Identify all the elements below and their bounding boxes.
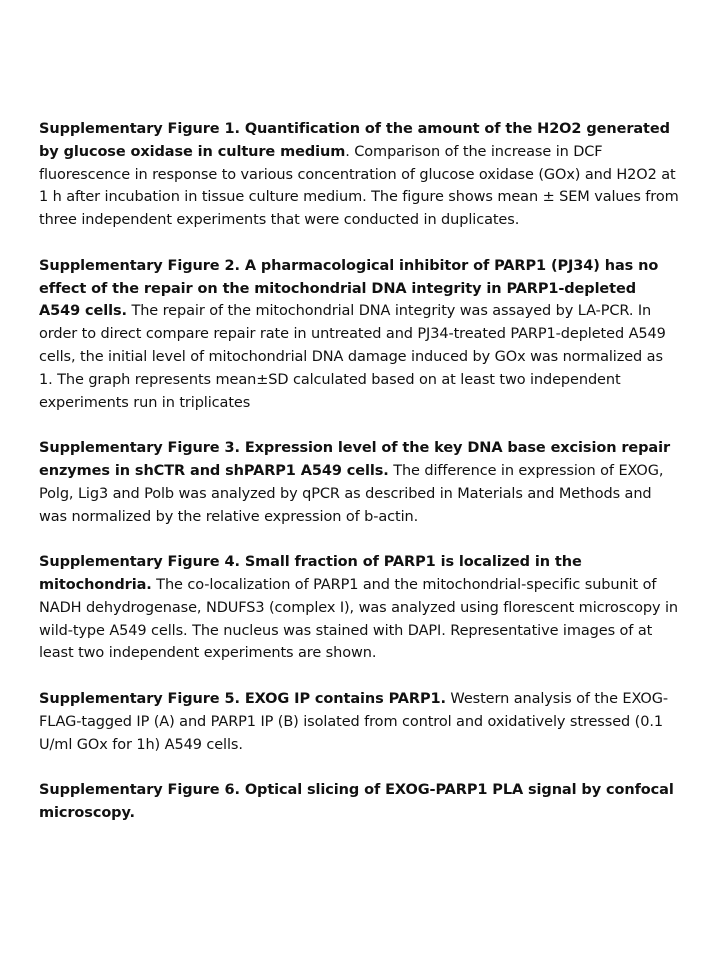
figure-legend-title: Supplementary Figure 4. Small fraction of PARP1 is localized in the mitochondria. xyxy=(39,554,582,593)
figure-legend-body: . Comparison of the increase in DCF fluorescence in response to various concentration of glucose oxidase (GOx) and H2O2 at 1 h after incubation in tissue culture medium. The figure shows mean ± SEM values from three independent experiments that were conducted in duplicates. xyxy=(39,143,679,229)
figure-legend-body: The difference in expression of EXOG, Polg, Lig3 and Polb was analyzed by qPCR as described in Materials and Methods and was normalized by the relative expression of b-actin. xyxy=(39,462,664,525)
figure-legend-body: The co-localization of PARP1 and the mitochondrial-specific subunit of NADH dehydrogenase, NDUFS3 (complex I), was analyzed using florescent microscopy in wild-type A549 cells. The nucleus was stained with DAPI. Representative images of at least two independent experiments are shown. xyxy=(39,576,679,662)
figure-legend-5 xyxy=(39,688,679,756)
figure-legend-title: Supplementary Figure 3. Expression level of the key DNA base excision repair enzymes in shCTR and shPARP1 A549 cells. xyxy=(39,440,671,479)
figure-legend-title: Supplementary Figure 1. Quantification of the amount of the H2O2 generated by glucose oxidase in culture medium xyxy=(39,121,670,160)
figure-legend-title: Supplementary Figure 5. EXOG IP contains PARP1. xyxy=(39,690,446,707)
figure-legend-3 xyxy=(39,437,679,528)
figure-legend-title: Supplementary Figure 2. A pharmacological inhibitor of PARP1 (PJ34) has no effect of the repair on the mitochondrial DNA integrity in PARP1-depleted A549 cells. xyxy=(39,257,659,320)
figure-legend-body: Western analysis of the EXOG-FLAG-tagged IP (A) and PARP1 IP (B) isolated from control and oxidatively stressed (0.1 U/ml GOx for 1h) A549 cells. xyxy=(39,690,668,753)
figure-legends xyxy=(39,118,679,848)
figure-legend-6 xyxy=(39,779,679,825)
figure-legend-1 xyxy=(39,118,679,232)
figure-legend-body: The repair of the mitochondrial DNA integrity was assayed by LA-PCR. In order to direct compare repair rate in untreated and PJ34-treated PARP1-depleted A549 cells, the initial level of mitochondrial DNA damage induced by GOx was normalized as 1. The graph represents mean±SD calculated based on at least two independent experiments run in triplicates xyxy=(39,303,666,411)
figure-legend-4 xyxy=(39,551,679,665)
figure-legend-2 xyxy=(39,255,679,415)
figure-legend-title: Supplementary Figure 6. Optical slicing of EXOG-PARP1 PLA signal by confocal microscopy. xyxy=(39,782,674,821)
